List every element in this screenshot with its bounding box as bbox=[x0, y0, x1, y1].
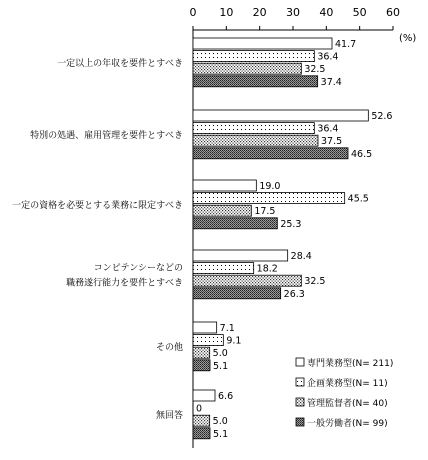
bar bbox=[193, 218, 277, 229]
legend-swatch bbox=[296, 398, 304, 406]
data-label: 5.0 bbox=[212, 348, 228, 360]
legend-swatch bbox=[296, 378, 304, 386]
data-label: 9.1 bbox=[226, 335, 242, 347]
data-label: 6.6 bbox=[218, 391, 234, 402]
data-label: 36.4 bbox=[317, 51, 339, 63]
bar bbox=[193, 428, 210, 439]
bar bbox=[193, 322, 217, 333]
data-label: 26.3 bbox=[283, 288, 305, 300]
data-label: 32.5 bbox=[304, 276, 326, 288]
data-label: 37.5 bbox=[321, 136, 343, 148]
data-label: 18.2 bbox=[256, 263, 278, 275]
data-label: 7.1 bbox=[219, 323, 235, 334]
x-tick-label: 0 bbox=[189, 6, 197, 19]
bar bbox=[193, 390, 215, 401]
bar bbox=[193, 275, 301, 286]
data-label: 37.4 bbox=[320, 76, 342, 88]
legend-swatch bbox=[296, 358, 304, 366]
data-label: 17.5 bbox=[254, 206, 276, 218]
bar bbox=[193, 263, 254, 274]
category-label: 一定以上の年収を要件とすべき bbox=[57, 58, 183, 69]
data-label: 19.0 bbox=[259, 181, 281, 192]
bar bbox=[193, 205, 251, 216]
data-label: 28.4 bbox=[290, 251, 312, 262]
data-label: 52.6 bbox=[371, 111, 393, 122]
data-label: 5.1 bbox=[213, 428, 229, 440]
data-label: 45.5 bbox=[347, 193, 369, 205]
bar bbox=[193, 250, 288, 261]
data-label: 41.7 bbox=[335, 39, 357, 50]
bar bbox=[193, 123, 314, 134]
bar bbox=[193, 415, 210, 426]
data-label: 5.0 bbox=[212, 416, 228, 428]
bar bbox=[193, 51, 314, 62]
x-tick-label: 30 bbox=[286, 6, 300, 19]
bar bbox=[193, 148, 348, 159]
data-label: 36.4 bbox=[317, 123, 339, 135]
category-label: 特別の処遇、雇用管理を要件とすべき bbox=[30, 130, 183, 141]
bar bbox=[193, 193, 345, 204]
legend-label: 一般労働者(N= 99) bbox=[307, 419, 388, 429]
x-tick-label: 20 bbox=[252, 6, 267, 19]
category-label: 無回答 bbox=[155, 410, 183, 421]
x-tick-label: 40 bbox=[319, 6, 334, 19]
data-label: 0 bbox=[196, 403, 203, 415]
x-tick-label: 60 bbox=[386, 6, 400, 19]
legend-label: 専門業務型(N= 211) bbox=[307, 359, 394, 369]
category-label: 職務遂行能力を要件とすべき bbox=[66, 278, 183, 289]
data-label: 46.5 bbox=[351, 148, 373, 160]
bar bbox=[193, 360, 210, 371]
bar bbox=[193, 335, 223, 346]
x-tick-label: 50 bbox=[352, 6, 367, 19]
category-label: 一定の資格を必要とする業務に限定すべき bbox=[12, 200, 183, 211]
bar bbox=[193, 110, 368, 121]
bar bbox=[193, 38, 332, 49]
category-label: その他 bbox=[155, 342, 183, 353]
bar bbox=[193, 288, 281, 299]
bar bbox=[193, 135, 318, 146]
data-label: 25.3 bbox=[280, 218, 302, 230]
category-labels bbox=[12, 57, 183, 421]
legend bbox=[296, 357, 393, 429]
legend-label: 管理監督者(N= 40) bbox=[307, 399, 388, 409]
category-label: コンピテンシーなどの bbox=[93, 263, 183, 274]
unit-label: (%) bbox=[399, 33, 417, 44]
bar bbox=[193, 347, 210, 358]
bar bbox=[193, 76, 318, 87]
legend-label: 企画業務型(N= 11) bbox=[307, 379, 388, 389]
data-label: 5.1 bbox=[213, 360, 229, 372]
bar bbox=[193, 63, 301, 74]
legend-swatch bbox=[296, 418, 304, 426]
data-label: 32.5 bbox=[304, 64, 326, 76]
x-tick-label: 10 bbox=[219, 6, 234, 19]
bar bbox=[193, 180, 256, 191]
